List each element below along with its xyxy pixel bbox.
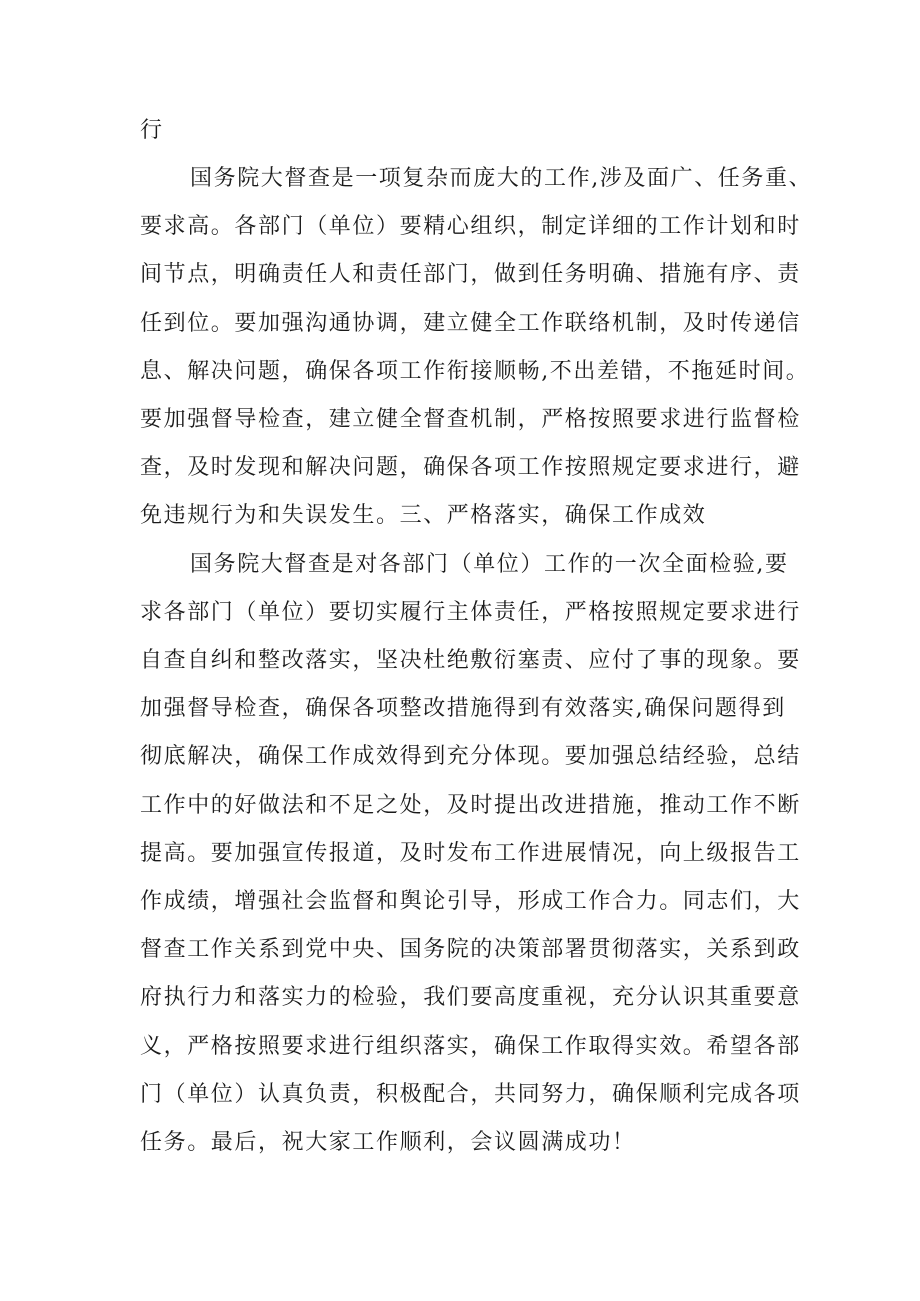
paragraph-2-line-10: 府执行力和落实力的检验，我们要高度重视，充分认识其重要意 bbox=[140, 985, 801, 1010]
paragraph-2-line-12: 门（单位）认真负责，积极配合，共同努力，确保顺利完成各项 bbox=[140, 1082, 801, 1107]
paragraph-1-line-5: 息、解决问题，确保各项工作衔接顺畅,不出差错，不拖延时间。 bbox=[140, 359, 810, 384]
paragraph-1-line-7: 查，及时发现和解决问题，确保各项工作按照规定要求进行，避 bbox=[140, 455, 801, 480]
paragraph-2-line-6: 工作中的好做法和不足之处，及时提出改进措施，推动工作不断 bbox=[140, 793, 801, 818]
paragraph-2-line-3: 自查自纠和整改落实，坚决杜绝敷衍塞责、应付了事的现象。要 bbox=[140, 648, 801, 673]
paragraph-1-line-1: 国务院大督查是一项复杂而庞大的工作,涉及面广、任务重、 bbox=[190, 166, 813, 191]
paragraph-1-line-3: 间节点，明确责任人和责任部门，做到任务明确、措施有序、责 bbox=[140, 262, 801, 287]
paragraph-2-line-13: 任务。最后，祝大家工作顺利，会议圆满成功！ bbox=[140, 1130, 636, 1155]
paragraph-2-line-7: 提高。要加强宣传报道，及时发布工作进展情况，向上级报告工 bbox=[140, 841, 801, 866]
paragraph-2-line-9: 督查工作关系到党中央、国务院的决策部署贯彻落实，关系到政 bbox=[140, 937, 801, 962]
paragraph-1-line-4: 任到位。要加强沟通协调，建立健全工作联络机制，及时传递信 bbox=[140, 311, 801, 336]
paragraph-2-line-8: 作成绩，增强社会监督和舆论引导，形成工作合力。同志们，大 bbox=[140, 889, 801, 914]
paragraph-1-line-8: 免违规行为和失误发生。三、严格落实，确保工作成效 bbox=[140, 503, 707, 528]
paragraph-2-line-1: 国务院大督查是对各部门（单位）工作的一次全面检验,要 bbox=[190, 552, 789, 577]
paragraph-1-line-2: 要求高。各部门（单位）要精心组织，制定详细的工作计划和时 bbox=[140, 214, 801, 239]
paragraph-2-line-2: 求各部门（单位）要切实履行主体责任，严格按照规定要求进行 bbox=[140, 600, 801, 625]
paragraph-2-line-4: 加强督导检查，确保各项整改措施得到有效落实,确保问题得到 bbox=[140, 696, 786, 721]
text-line-1: 行 bbox=[140, 118, 164, 143]
paragraph-2-line-5: 彻底解决，确保工作成效得到充分体现。要加强总结经验，总结 bbox=[140, 744, 801, 769]
paragraph-1-line-6: 要加强督导检查，建立健全督查机制，严格按照要求进行监督检 bbox=[140, 407, 801, 432]
paragraph-2-line-11: 义，严格按照要求进行组织落实，确保工作取得实效。希望各部 bbox=[140, 1034, 801, 1059]
